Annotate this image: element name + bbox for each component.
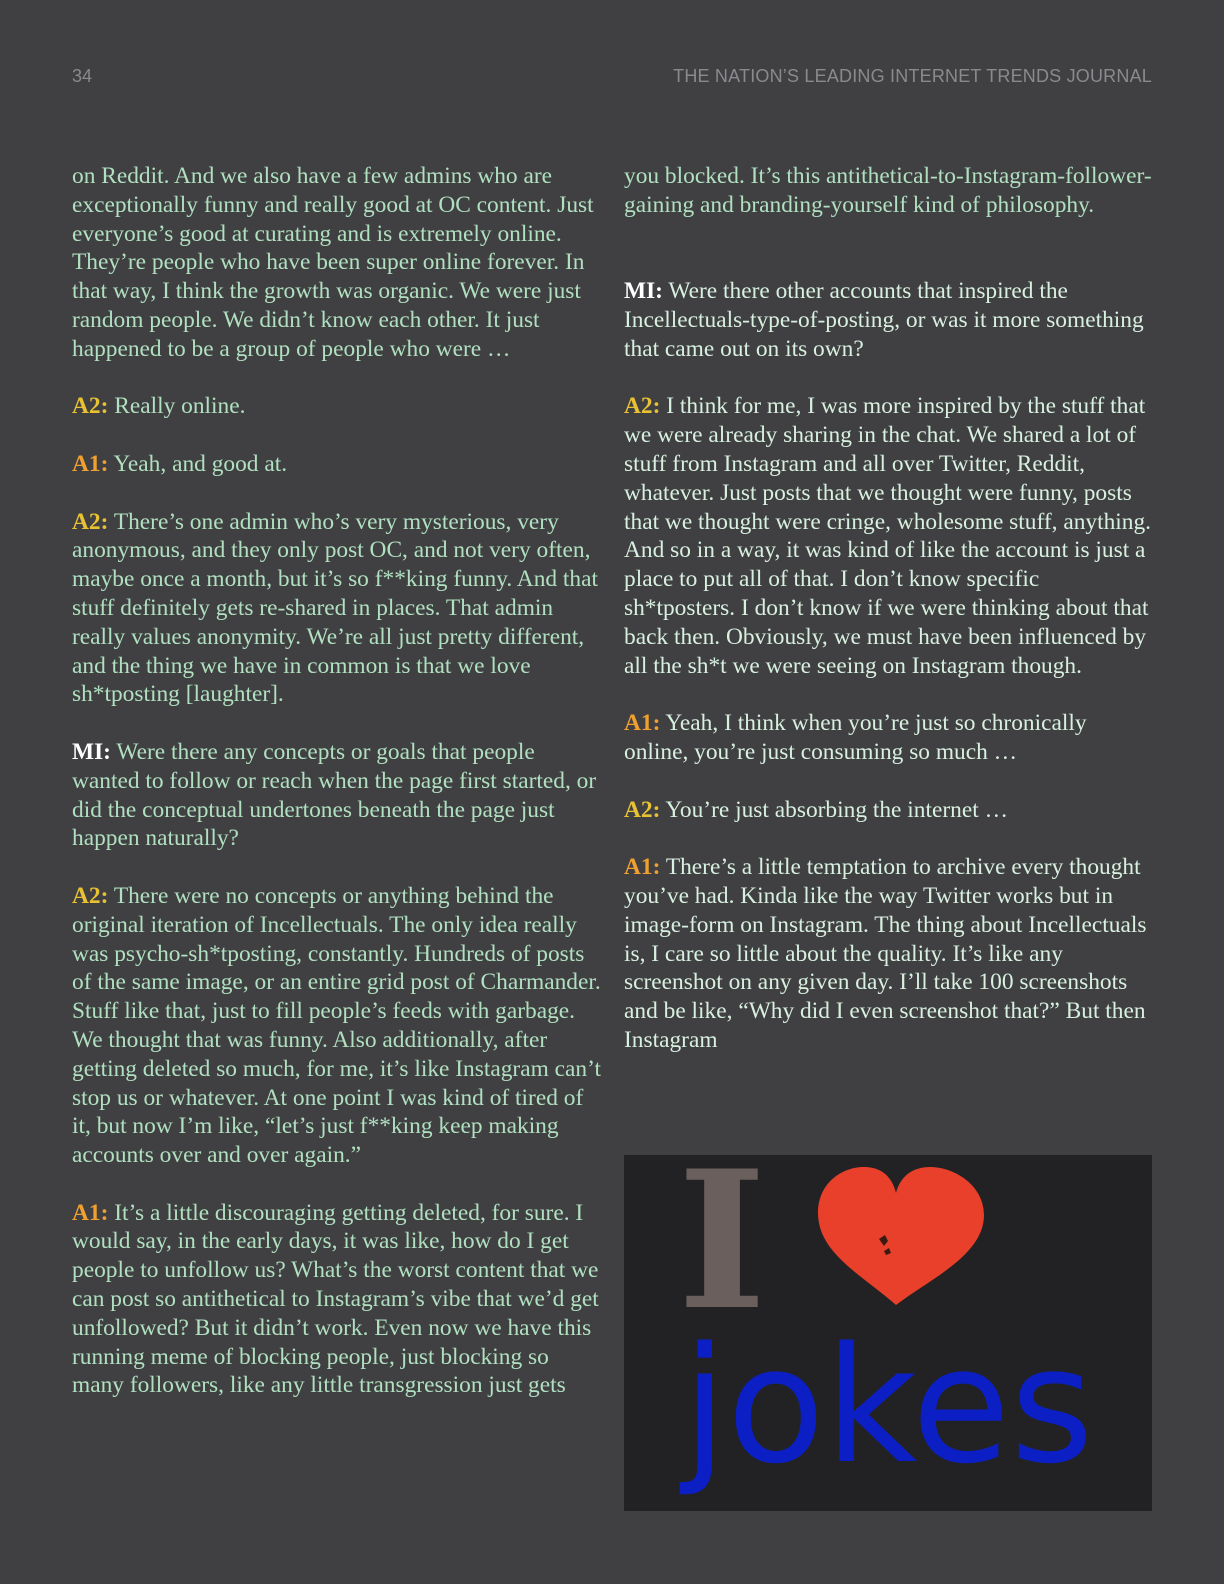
speaker-label: A1: (72, 1199, 109, 1226)
right-column (624, 162, 1156, 1084)
paragraph-text: on Reddit. And we also have a few admins who are exceptionally funny and really good at OC content. Just everyone’s good at curating and is extremely online. They’re people who have been super online forever. In that way, I think the growth was organic. We were just random people. We didn’t know each other. It just happened to be a group of people who were … (72, 163, 594, 362)
paragraph-text: Yeah, I think when you’re just so chronically online, you’re just consuming so much … (624, 710, 1087, 765)
paragraph (72, 882, 604, 1170)
i-heart-jokes-image (624, 1155, 1152, 1511)
speaker-label: MI: (72, 738, 111, 765)
paragraph (624, 709, 1156, 767)
paragraph-text: You’re just absorbing the internet … (660, 796, 1008, 823)
speaker-label: A1: (624, 854, 661, 881)
paragraph-text: There’s one admin who’s very mysterious, very anonymous, and they only post OC, and not very often, maybe once a month, but it’s so f**king funny. And that stuff definitely gets re-shared in places. That admin really values anonymity. We’re all just pretty different, and the thing we have in common is that we love sh*tposting [laughter]. (72, 508, 599, 708)
paragraph (72, 1199, 604, 1401)
paragraph (624, 162, 1156, 220)
page-number: 34 (72, 66, 93, 86)
paragraph (72, 508, 604, 710)
paragraph (624, 392, 1156, 680)
speaker-label: A1: (72, 450, 109, 477)
paragraph-text: I think for me, I was more inspired by the stuff that we were already sharing in the chat. We shared a lot of stuff from Instagram and all over Twitter, Reddit, whatever. Just posts that we thought were funny, posts that we thought were cringe, wholesome stuff, anything. And so in a way, it was kind of like the account is just a place to put all of that. I don’t know specific sh*tposters. I don’t know if we were thinking about that back then. Obviously, we must have been influenced by all the sh*t we were seeing on Instagram though. (624, 393, 1152, 679)
paragraph-text: Yeah, and good at. (108, 450, 288, 477)
image-word-jokes: jokes (682, 1312, 1094, 1499)
paragraph-text: you blocked. It’s this antithetical-to-Instagram-follower-gaining and branding-yourself kind of philosophy. (624, 163, 1152, 218)
paragraph-text: Were there any concepts or goals that people wanted to follow or reach when the page first started, or did the conceptual undertones beneath the page just happen naturally? (72, 738, 597, 852)
paragraph (72, 738, 604, 853)
image-letter-i: I (677, 1155, 767, 1352)
paragraph (624, 853, 1156, 1055)
paragraph-text: There’s a little temptation to archive every thought you’ve had. Kinda like the way Twitter works but in image-form on Instagram. The thing about Incellectuals is, I care so little about the quality. It’s like any screenshot on any given day. I’ll take 100 screenshots and be like, “Why did I even screenshot that?” But then Instagram (624, 854, 1147, 1053)
speaker-label: A2: (624, 393, 661, 420)
speaker-label: A2: (72, 393, 109, 420)
paragraph-text: Really online. (108, 393, 246, 420)
paragraph-text: Were there other accounts that inspired the Incellectuals-type-of-posting, or was it more something that came out on its own? (624, 278, 1144, 362)
journal-title: THE NATION’S LEADING INTERNET TRENDS JOURNAL (673, 66, 1152, 86)
speaker-label: A2: (72, 508, 109, 535)
paragraph-text: There were no concepts or anything behind the original iteration of Incellectuals. The only idea really was psycho-sh*tposting, constantly. Hundreds of posts of the same image, or an entire grid post of Charmander. Stuff like that, just to fill people’s feeds with garbage. We thought that was funny. Also additionally, after getting deleted so much, for me, it’s like Instagram can’t stop us or whatever. At one point I was kind of tired of it, but now I’m like, “let’s just f**king keep making accounts over and over again.” (72, 882, 601, 1169)
page-header (72, 66, 1152, 90)
speaker-label: A2: (72, 882, 109, 909)
paragraph (72, 162, 604, 364)
paragraph-text: It’s a little discouraging getting deleted, for sure. I would say, in the early days, it was like, how do I get people to unfollow us? What’s the worst content that we can post so antithetical to Instagram’s vibe that we’d get unfollowed? But it didn’t work. Even now we have this running meme of blocking people, just blocking so many followers, like any little transgression just gets (72, 1199, 599, 1399)
paragraph (624, 277, 1156, 363)
speaker-label: MI: (624, 278, 663, 305)
paragraph (624, 796, 1156, 825)
paragraph (72, 450, 604, 479)
left-column (72, 162, 604, 1429)
speaker-label: A2: (624, 796, 661, 823)
speaker-label: A1: (624, 710, 661, 737)
i-heart-jokes-graphic (624, 1155, 1152, 1511)
paragraph (72, 392, 604, 421)
